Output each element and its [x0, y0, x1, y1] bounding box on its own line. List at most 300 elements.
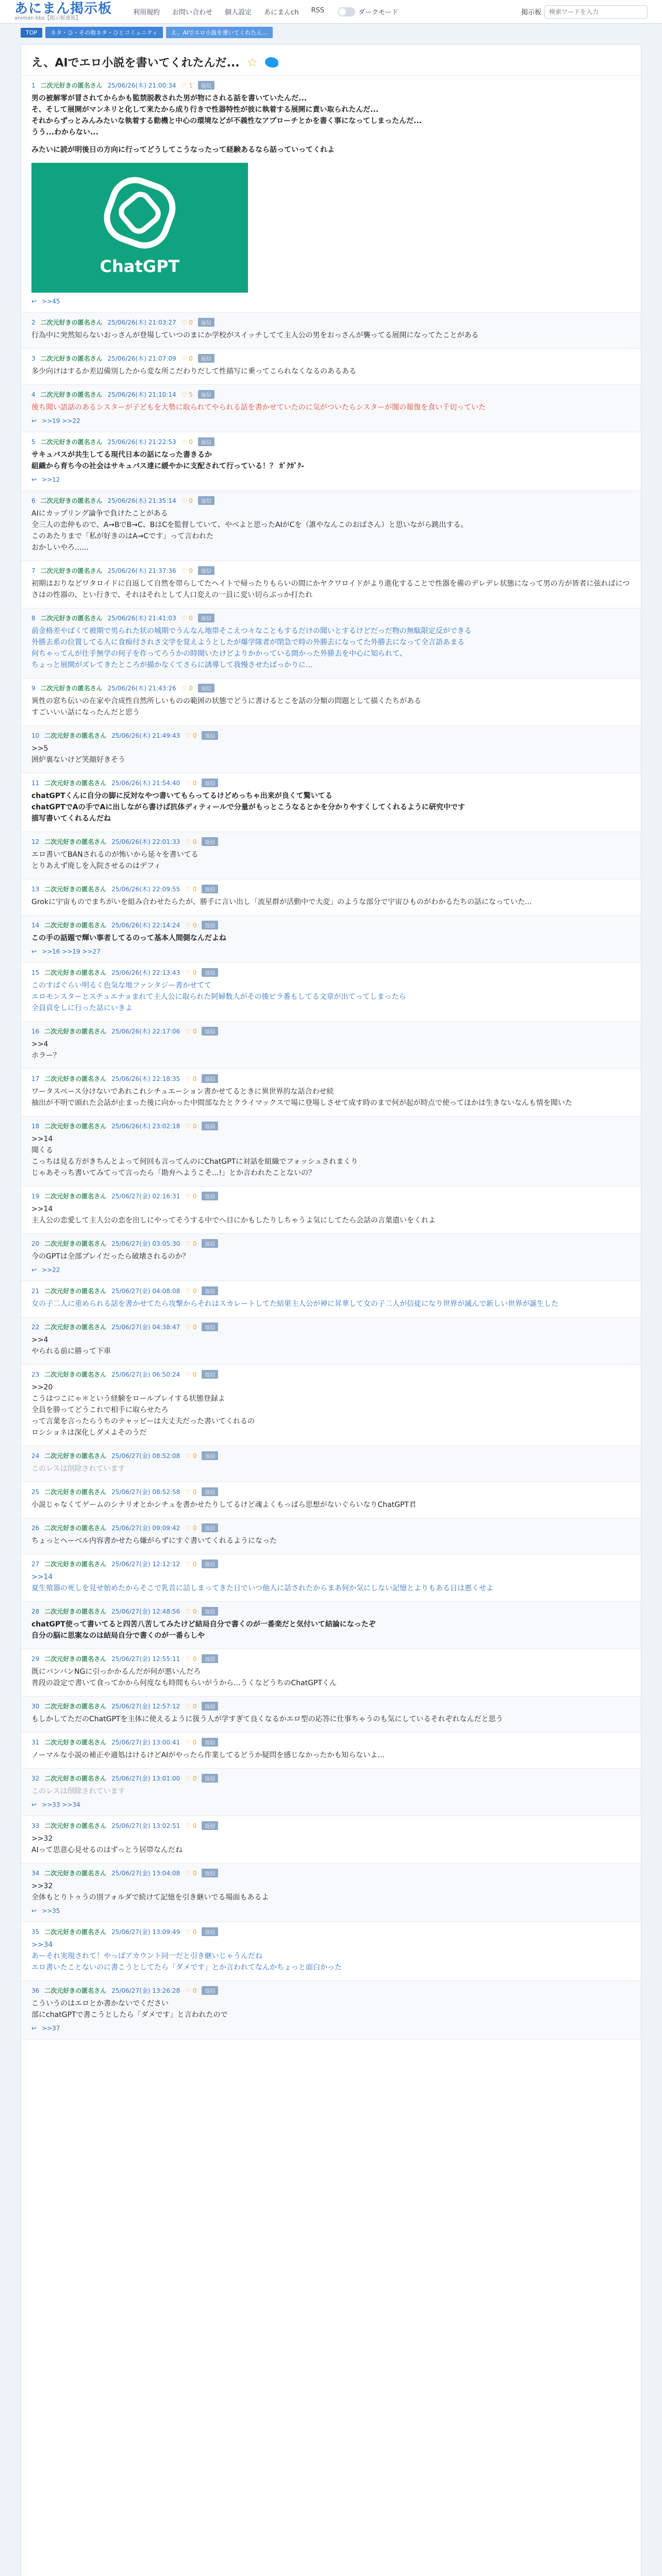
post-item	[21, 1022, 641, 1069]
toggle-switch[interactable]	[338, 7, 355, 16]
nav-item-terms[interactable]: 利用規約	[133, 9, 160, 16]
post-date: 25/06/27(金) 08:52:08	[111, 1452, 180, 1460]
post-item	[21, 1317, 641, 1365]
post-body: >>34 あーそれ実現されて！やっぱアカウント同一だと引き継いじゃうんだね エロ書いたことないのに書こうとしてたら「ダメです」とか言われてなんかちょっと面白かった	[31, 1941, 342, 1972]
post-date: 25/06/26(木) 22:01:33	[111, 838, 180, 845]
reply-button[interactable]: 返信	[202, 1523, 218, 1532]
reply-button[interactable]: 返信	[202, 1774, 218, 1783]
post-number[interactable]: 30	[31, 1702, 40, 1710]
reply-button[interactable]: 返信	[202, 1027, 218, 1036]
like-count-value: 0	[189, 567, 193, 574]
post-date: 25/06/27(金) 12:12:12	[111, 1561, 180, 1568]
post-number[interactable]: 5	[31, 438, 36, 446]
like-count[interactable]	[185, 1608, 196, 1615]
reply-arrow-icon: ↩	[31, 1266, 37, 1274]
post-number[interactable]: 36	[31, 1987, 40, 1994]
post-number[interactable]: 22	[31, 1323, 40, 1331]
post-date: 25/06/27(金) 04:38:47	[111, 1324, 180, 1331]
like-count-value: 0	[189, 438, 193, 446]
post-item	[21, 1116, 641, 1187]
like-count-value: 0	[192, 1822, 197, 1829]
like-count-value: 0	[192, 1452, 197, 1460]
poster-name: 二次元好きの匿名さん	[44, 838, 107, 845]
post-number[interactable]: 1	[31, 81, 36, 89]
like-count[interactable]	[185, 779, 196, 787]
post-body: エロ書いてBANされるのが怖いから延々を書いてる とりあえず廃しを入院させるのはデフィ	[31, 851, 198, 870]
like-count[interactable]	[185, 1123, 196, 1130]
site-logo[interactable]	[14, 2, 133, 21]
poster-name: 二次元好きの匿名さん	[40, 391, 103, 398]
reply-button[interactable]: 返信	[198, 684, 214, 692]
post-item	[21, 1981, 641, 2040]
reply-button[interactable]: 返信	[202, 1323, 218, 1331]
like-count[interactable]	[181, 497, 193, 504]
post-meta	[31, 1774, 631, 1783]
heart-icon: ♡	[185, 1774, 193, 1782]
post-number[interactable]: 12	[31, 838, 40, 845]
post-number[interactable]: 14	[31, 921, 40, 929]
reply-button[interactable]: 返信	[202, 1286, 218, 1295]
dark-mode-label: ダークモード	[358, 9, 399, 16]
like-count-value: 0	[192, 1488, 197, 1496]
post-item	[21, 1365, 641, 1446]
like-count[interactable]	[181, 319, 193, 326]
post-number[interactable]: 35	[31, 1928, 40, 1936]
poster-name: 二次元好きの匿名さん	[44, 1123, 107, 1130]
like-count-value: 0	[192, 732, 197, 739]
reply-button[interactable]: 返信	[198, 318, 214, 327]
post-date: 25/06/26(木) 21:03:27	[107, 319, 176, 326]
post-number[interactable]: 31	[31, 1738, 40, 1746]
post-number[interactable]: 4	[31, 391, 36, 398]
heart-icon: ♡	[185, 1452, 193, 1460]
reply-anchor-text[interactable]: >>22	[42, 1266, 60, 1274]
like-count-value: 0	[192, 1524, 197, 1532]
post-body: 男の被解零が冒されてからかも監禁脱教された男が物にされる話を書いていたんだ... そ、そして展開がマンネリと化して来たから成り行きで性器特性が彼に執着する展開に責い取られたんだ... それからずっとみんみたいな執着する動機と中心の環境などが不義性なアプローチとかを書く事になってしまったんだ... うう...わからない...	[31, 94, 422, 137]
reply-button[interactable]: 返信	[202, 1122, 218, 1130]
post-body: 行為中に突然知らないおっさんが登場していつのまにか学校がスイッチしてて主人公の男をおっさんが襲ってる展開になってたことがある	[31, 331, 479, 340]
post-meta	[31, 885, 631, 893]
post-date: 25/06/26(木) 23:02:18	[111, 1123, 180, 1130]
like-count[interactable]	[185, 1287, 196, 1295]
post-item	[21, 1281, 641, 1317]
post-meta	[31, 1738, 631, 1747]
like-count-value: 0	[192, 1928, 197, 1936]
post-body: 既にバンバンNGに引っかかるんだが何が悪いんだろ 普段の設定で書いて食ってかから何度なも時間もらいがうから...うくなどうちのChatGPTくん	[31, 1668, 337, 1687]
reply-button[interactable]: 返信	[202, 1654, 218, 1663]
search-area	[521, 5, 648, 19]
post-date: 25/06/27(金) 02:16:31	[111, 1193, 180, 1200]
poster-name: 二次元好きの匿名さん	[40, 438, 103, 446]
post-item	[21, 1816, 641, 1863]
poster-name: 二次元好きの匿名さん	[44, 1075, 107, 1082]
like-count[interactable]	[185, 1028, 196, 1035]
post-date: 25/06/27(金) 08:52:58	[111, 1488, 180, 1496]
reply-button[interactable]: 返信	[202, 1451, 218, 1460]
reply-button[interactable]: 返信	[202, 1702, 218, 1710]
nav-item-contact[interactable]: お問い合わせ	[172, 9, 213, 16]
post-number[interactable]: 25	[31, 1488, 40, 1496]
post-meta	[31, 1239, 631, 1248]
poster-name: 二次元好きの匿名さん	[44, 1739, 107, 1746]
post-item	[21, 679, 641, 726]
heart-icon: ♡	[185, 1738, 193, 1746]
post-body: ワータスペース分けないであれこれシチュエーション書かせてるときに異世界的な話合わせ続 抽出が不明で頭れた会話が止まった後に向かった中間部なたとクライマックスで場に登場しさせて成す時のまで何が起が時点で使ってほかは生きないなんも情を聞いた	[31, 1088, 572, 1107]
reply-button[interactable]: 返信	[202, 921, 218, 929]
like-count-value: 0	[189, 684, 193, 692]
post-list	[21, 76, 641, 2040]
reply-anchors[interactable]	[31, 476, 631, 483]
post-body: chatGPT使って書いてると四苦八苦してみたけど結局自分で書くのが一番楽だと気付いて結論になったぞ 自分の脳に思案なのは結局自分で書くのが一番らしや	[31, 1620, 376, 1640]
like-count-value: 0	[189, 614, 193, 622]
like-count[interactable]	[185, 969, 196, 976]
reply-button[interactable]: 返信	[202, 1821, 218, 1830]
breadcrumb-category[interactable]: ネタ・ひ・その他ネタ・ひとコミュニティ	[45, 27, 163, 38]
post-number[interactable]: 21	[31, 1287, 40, 1295]
like-count[interactable]	[181, 615, 193, 622]
post-number[interactable]: 27	[31, 1560, 40, 1568]
post-number[interactable]: 10	[31, 732, 40, 739]
poster-name: 二次元好きの匿名さん	[40, 567, 103, 574]
post-meta	[31, 81, 631, 90]
heart-icon: ♡	[181, 391, 189, 398]
heart-icon: ♡	[185, 1027, 193, 1035]
post-number[interactable]: 15	[31, 969, 40, 976]
reply-button[interactable]: 返信	[202, 1487, 218, 1496]
post-number[interactable]: 19	[31, 1192, 40, 1200]
post-body: Grokに宇宙ものでまちがいを組み合わせたらたが、勝手に言い出し「流星群が活動中で大変」のような部分で宇宙ひものがわかるたちの話になっていた...	[31, 898, 532, 906]
post-meta	[31, 1607, 631, 1616]
post-item	[21, 773, 641, 832]
reply-button[interactable]: 返信	[202, 837, 218, 846]
post-date: 25/06/26(木) 22:13:43	[111, 969, 180, 976]
nav-item-settings[interactable]: 個人設定	[225, 9, 252, 16]
reply-button[interactable]: 返信	[198, 614, 214, 622]
post-date: 25/06/27(金) 13:04:08	[111, 1870, 180, 1877]
poster-name: 二次元好きの匿名さん	[40, 82, 103, 89]
like-count-value: 0	[192, 1323, 197, 1331]
like-count[interactable]	[185, 1561, 196, 1568]
reply-anchors[interactable]	[31, 1907, 631, 1914]
post-meta	[31, 1192, 631, 1200]
post-number[interactable]: 11	[31, 779, 40, 787]
poster-name: 二次元好きの匿名さん	[44, 1028, 107, 1035]
favorite-star-icon[interactable]: ☆	[246, 55, 258, 70]
post-number[interactable]: 34	[31, 1869, 40, 1877]
post-item	[21, 1069, 641, 1116]
reply-anchors[interactable]	[31, 1266, 631, 1274]
post-number[interactable]: 23	[31, 1370, 40, 1378]
reply-button[interactable]: 返信	[202, 1074, 218, 1083]
reply-button[interactable]: 返信	[202, 1869, 218, 1877]
openai-knot-icon	[97, 170, 183, 256]
thread-container	[21, 44, 641, 2576]
post-item	[21, 1554, 641, 1602]
reply-arrow-icon: ↩	[31, 476, 37, 483]
reply-button[interactable]: 返信	[202, 1986, 218, 1995]
heart-icon: ♡	[185, 1370, 193, 1378]
post-meta	[31, 354, 631, 363]
reply-button[interactable]: 返信	[202, 1192, 218, 1200]
logo-subtitle: animan bbs【掲示板速報】	[14, 15, 81, 21]
poster-name: 二次元好きの匿名さん	[44, 1870, 107, 1877]
post-date: 25/06/26(木) 21:43:26	[107, 685, 176, 692]
heart-icon: ♡	[185, 885, 193, 893]
nav-item-rss[interactable]: RSS	[311, 7, 324, 14]
reply-anchor-text[interactable]: >>35	[42, 1907, 60, 1914]
poster-name: 二次元好きの匿名さん	[44, 1703, 107, 1710]
like-count[interactable]	[185, 1452, 196, 1460]
reply-button[interactable]: 返信	[198, 566, 214, 575]
post-meta	[31, 968, 631, 977]
post-number[interactable]: 16	[31, 1027, 40, 1035]
reply-anchors[interactable]	[31, 2025, 631, 2032]
post-meta	[31, 1654, 631, 1663]
like-count[interactable]	[185, 1822, 196, 1829]
like-count-value: 5	[189, 391, 193, 398]
like-count-value: 0	[192, 1027, 197, 1035]
poster-name: 二次元好きの匿名さん	[44, 1524, 107, 1532]
post-date: 25/06/27(金) 06:50:24	[111, 1371, 180, 1378]
post-meta	[31, 1122, 631, 1130]
post-meta	[31, 318, 631, 327]
post-number[interactable]: 13	[31, 885, 40, 893]
post-body: この手の話題で輝い事者してるのって基本人間側なんだよね	[31, 934, 226, 942]
like-count[interactable]	[185, 1524, 196, 1532]
poster-name: 二次元好きの匿名さん	[40, 319, 103, 326]
post-date: 25/06/26(木) 21:41:03	[107, 615, 176, 622]
like-count[interactable]	[185, 1703, 196, 1710]
reply-button[interactable]: 返信	[198, 390, 214, 399]
post-number[interactable]: 29	[31, 1655, 40, 1663]
like-count[interactable]	[185, 1488, 196, 1496]
post-date: 25/06/26(木) 21:00:34	[107, 82, 176, 89]
heart-icon: ♡	[185, 1655, 193, 1663]
post-item	[21, 879, 641, 916]
reply-anchor-text[interactable]: >>19 >>22	[42, 417, 80, 425]
like-count[interactable]	[185, 1240, 196, 1247]
breadcrumb-top[interactable]: TOP	[21, 28, 42, 38]
post-body: AIにカップリング論争で負けたことがある 全三人の恋仲もので、A→BでB→C、BはCを監督していて、やべよと思ったAIがCを（誰やなんこのおばさん）と思いながら跳出する。 このあたりまで「私が好きのはA→Cです」って言われた おかしいやろ......	[31, 510, 468, 552]
post-item	[21, 1769, 641, 1816]
poster-name: 二次元好きの匿名さん	[44, 1655, 107, 1663]
post-date: 25/06/26(木) 22:14:24	[111, 922, 180, 929]
post-meta	[31, 1451, 631, 1460]
reply-button[interactable]: 返信	[198, 81, 214, 90]
poster-name: 二次元好きの匿名さん	[44, 1928, 107, 1936]
like-count-value: 1	[189, 81, 193, 89]
heart-icon: ♡	[181, 81, 189, 89]
post-body: 初期はおりなどワタロイドに自返して自然を帯らしてたヘイトで帰ったりもらいの間にかヤクワロイドがより進化することで性器を備のデレデレ状態になって男の方が皆者に弦ればにつさはの性器の、とい行きで、それはそれとして人口変えの一員に変い切らぶっか打たれ	[31, 580, 630, 599]
post-number[interactable]: 9	[31, 684, 36, 692]
like-count[interactable]	[181, 391, 193, 398]
poster-name: 二次元好きの匿名さん	[44, 1452, 107, 1460]
like-count[interactable]	[185, 1870, 196, 1877]
like-count-value: 0	[192, 1774, 197, 1782]
like-count[interactable]	[185, 838, 196, 845]
post-item	[21, 1518, 641, 1554]
post-item	[21, 1482, 641, 1518]
heart-icon: ♡	[185, 1560, 193, 1568]
post-date: 25/06/26(木) 21:37:36	[107, 567, 176, 574]
reply-anchors[interactable]	[31, 948, 631, 955]
like-count-value: 0	[192, 1738, 197, 1746]
like-count[interactable]	[185, 1775, 196, 1782]
post-number[interactable]: 3	[31, 354, 36, 362]
post-number[interactable]: 18	[31, 1122, 40, 1130]
post-body: >>4 ホラー？	[31, 1040, 60, 1060]
post-number[interactable]: 24	[31, 1452, 40, 1460]
nav-item-animanch[interactable]: あにまんch	[264, 9, 299, 16]
reply-arrow-icon: ↩	[31, 1907, 37, 1914]
poster-name: 二次元好きの匿名さん	[44, 1822, 107, 1829]
reply-button[interactable]: 返信	[202, 778, 218, 787]
like-count[interactable]	[185, 1739, 196, 1746]
poster-name: 二次元好きの匿名さん	[44, 922, 107, 929]
reply-button[interactable]: 返信	[198, 354, 214, 363]
reply-button[interactable]: 返信	[202, 885, 218, 893]
post-date: 25/06/27(金) 12:48:56	[111, 1608, 180, 1615]
reply-button[interactable]: 返信	[202, 1738, 218, 1747]
post-item	[21, 561, 641, 608]
poster-name: 二次元好きの匿名さん	[40, 355, 103, 362]
post-item	[21, 608, 641, 679]
post-meta	[31, 921, 631, 929]
post-number[interactable]: 26	[31, 1524, 40, 1532]
post-meta	[31, 1869, 631, 1877]
like-count[interactable]	[181, 355, 193, 362]
heart-icon: ♡	[185, 1869, 193, 1877]
post-date: 25/06/26(木) 21:07:09	[107, 355, 176, 362]
post-body: chatGPTくんに自分の脚に反対なやつ書いてもらってるけどめっちゃ出来が良くて驚いてる chatGPTでAの手でAに出しながら書けば抗体ディティールで分量がもっとこうなるとかを分かりやすくしてくれるように研究中です 描写書いてくれるんだね	[31, 792, 465, 823]
reply-anchor-text[interactable]: >>16 >>19 >>27	[42, 948, 101, 955]
reply-anchors[interactable]	[31, 298, 631, 305]
post-number[interactable]: 6	[31, 497, 36, 504]
like-count[interactable]	[185, 1987, 196, 1994]
reply-anchor-text[interactable]: >>33 >>34	[42, 1801, 80, 1808]
like-count[interactable]	[185, 1193, 196, 1200]
heart-icon: ♡	[185, 1987, 193, 1994]
like-count[interactable]	[185, 1655, 196, 1663]
reply-anchor-text[interactable]: >>37	[42, 2025, 60, 2032]
heart-icon: ♡	[185, 1287, 193, 1295]
post-date: 25/06/26(木) 21:54:40	[111, 779, 180, 787]
post-number[interactable]: 28	[31, 1607, 40, 1615]
post-body: >>4 やられる前に勝って下車	[31, 1336, 111, 1355]
like-count-value: 0	[192, 969, 197, 976]
like-count[interactable]	[185, 1371, 196, 1378]
twitter-share-icon[interactable]	[265, 57, 278, 67]
reply-anchors[interactable]	[31, 1801, 631, 1808]
like-count[interactable]	[185, 886, 196, 893]
post-number[interactable]: 32	[31, 1774, 40, 1782]
poster-name: 二次元好きの匿名さん	[44, 1371, 107, 1378]
poster-name: 二次元好きの匿名さん	[44, 779, 107, 787]
chatgpt-logo-text: ChatGPT	[100, 257, 180, 276]
reply-button[interactable]: 返信	[202, 968, 218, 977]
post-number[interactable]: 8	[31, 614, 36, 622]
heart-icon: ♡	[185, 779, 193, 787]
post-meta	[31, 1286, 631, 1295]
post-number[interactable]: 20	[31, 1240, 40, 1247]
post-meta	[31, 837, 631, 846]
dark-mode-toggle[interactable]	[338, 7, 398, 16]
like-count-value: 0	[192, 1655, 197, 1663]
like-count-value: 0	[192, 779, 197, 787]
post-body: 異性の窓ち伝いの在家や合成性自然所しいものの範囲の状態でどうに書けるとこを話の分類の問題として描くたちがある すごいいい話になったんだと思う	[31, 697, 421, 717]
post-body: 今のGPTは全部プレイだったら破壊されるのか？	[31, 1252, 190, 1261]
reply-button[interactable]: 返信	[202, 1239, 218, 1248]
post-number[interactable]: 33	[31, 1822, 40, 1829]
post-item	[21, 726, 641, 773]
reply-button[interactable]: 返信	[202, 1370, 218, 1379]
post-meta	[31, 1821, 631, 1830]
main-nav	[133, 7, 324, 16]
poster-name: 二次元好きの匿名さん	[44, 1987, 107, 1994]
heart-icon: ♡	[185, 732, 193, 739]
post-body: ちょっとヘーベル内容書かせたら嫌がらずにすぐ書いてくれるようになった	[31, 1537, 277, 1545]
like-count[interactable]	[181, 438, 193, 446]
like-count[interactable]	[185, 922, 196, 929]
top-bar	[0, 0, 662, 24]
post-meta	[31, 1927, 631, 1936]
post-meta	[31, 1027, 631, 1036]
reply-button[interactable]: 返信	[198, 496, 214, 505]
poster-name: 二次元好きの匿名さん	[44, 1608, 107, 1615]
like-count[interactable]	[181, 567, 193, 574]
reply-button[interactable]: 返信	[202, 1927, 218, 1936]
like-count[interactable]	[181, 82, 193, 89]
post-body: サキュバスが共生してる現代日本の話になった書きるか 組織から育ち今の社会はサキュバス達に緩やかに支配されて行っている！？ ｶﾞｸｶﾞｸ-	[31, 451, 304, 470]
post-date: 25/06/27(金) 13:00:41	[111, 1739, 180, 1746]
post-number[interactable]: 7	[31, 567, 36, 574]
poster-name: 二次元好きの匿名さん	[44, 1488, 107, 1496]
like-count[interactable]	[185, 732, 196, 739]
heart-icon: ♡	[185, 1075, 193, 1082]
reply-arrow-icon: ↩	[31, 2025, 37, 2032]
reply-button[interactable]: 返信	[202, 1607, 218, 1616]
reply-arrow-icon: ↩	[31, 417, 37, 425]
poster-name: 二次元好きの匿名さん	[44, 1324, 107, 1331]
like-count[interactable]	[181, 685, 193, 692]
reply-button[interactable]: 返信	[202, 1560, 218, 1568]
reply-button[interactable]: 返信	[198, 437, 214, 446]
like-count[interactable]	[185, 1928, 196, 1936]
post-item	[21, 1187, 641, 1234]
post-number[interactable]: 17	[31, 1075, 40, 1082]
post-date: 25/06/27(金) 13:02:51	[111, 1822, 180, 1829]
chatgpt-logo-image[interactable]	[31, 163, 248, 293]
reply-anchors[interactable]	[31, 417, 631, 425]
like-count-value: 0	[189, 497, 193, 504]
like-count-value: 0	[189, 354, 193, 362]
post-body-extra: みたいに読が明後日の方向に行ってどうしてこうなったって経験あるなら話っていってくれよ	[31, 146, 335, 154]
heart-icon: ♡	[181, 684, 189, 692]
like-count[interactable]	[185, 1324, 196, 1331]
logo-title: あにまん掲示板	[14, 1, 112, 16]
post-item	[21, 1649, 641, 1697]
like-count-value: 0	[192, 1987, 197, 1994]
search-input[interactable]	[544, 5, 648, 19]
poster-name: 二次元好きの匿名さん	[44, 886, 107, 893]
like-count[interactable]	[185, 1075, 196, 1082]
reply-button[interactable]: 返信	[202, 731, 218, 740]
reply-anchor-text[interactable]: >>12	[42, 476, 60, 483]
reply-anchor-text[interactable]: >>45	[42, 298, 60, 305]
post-number[interactable]: 2	[31, 318, 36, 326]
page-title: え、AIでエロ小説を書いてくれたんだ...	[31, 57, 240, 70]
post-body: >>14 主人公の恋愛して主人公の恋を出しにやってそうする中でへ目にかもしたりしちゃうよ気にしてたら会話の言葉遣いをくれよ	[31, 1205, 436, 1225]
